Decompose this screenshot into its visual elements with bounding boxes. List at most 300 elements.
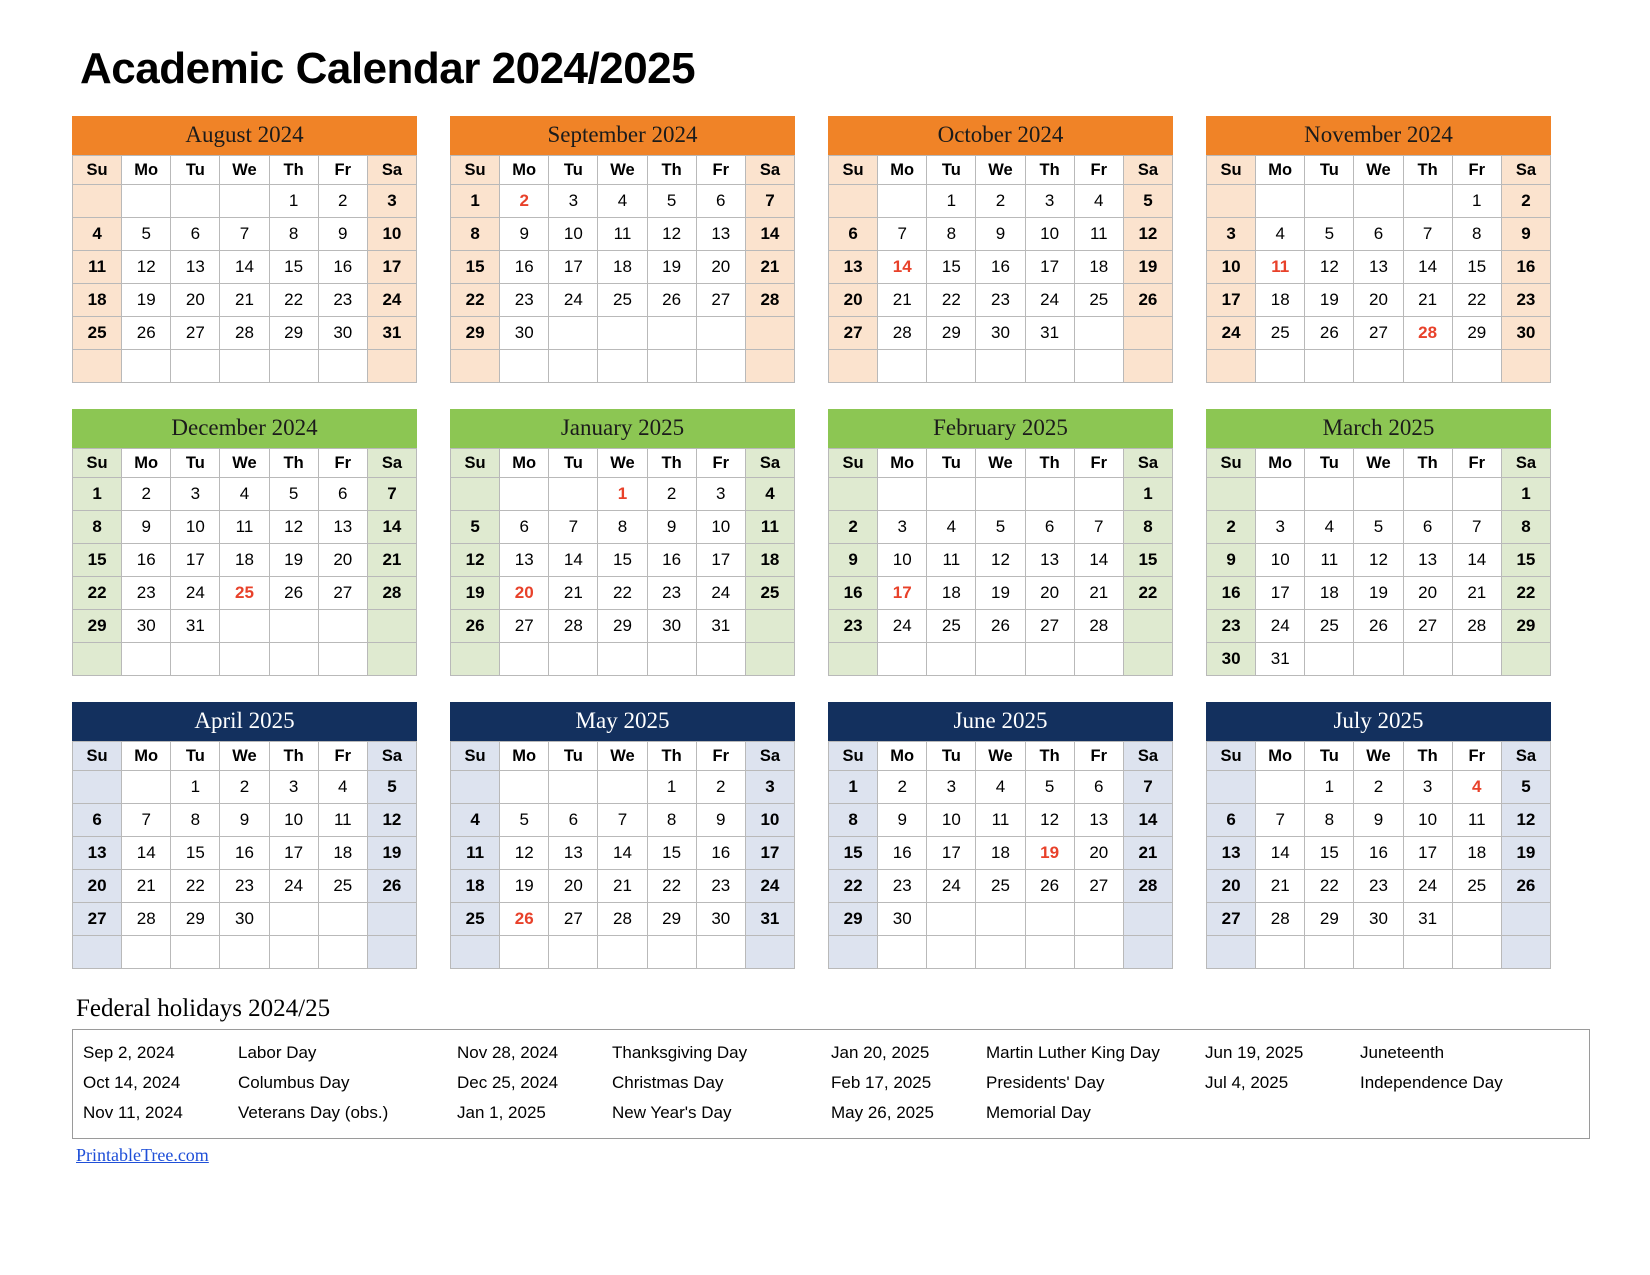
day-cell: 2: [1207, 511, 1256, 544]
weekday-header: Mo: [878, 156, 927, 185]
day-cell: 7: [1256, 804, 1305, 837]
empty-cell: [220, 643, 269, 676]
empty-cell: [927, 350, 976, 383]
empty-cell: [1025, 936, 1074, 969]
printabletree-link[interactable]: PrintableTree.com: [76, 1145, 209, 1165]
day-cell: 20: [1025, 577, 1074, 610]
day-cell: 6: [1354, 218, 1403, 251]
month-table: [1206, 155, 1551, 383]
month-block: [450, 702, 795, 969]
day-cell: 12: [976, 544, 1025, 577]
day-cell: 30: [1501, 317, 1550, 350]
weekday-header: We: [220, 742, 269, 771]
weekday-header: Th: [1025, 742, 1074, 771]
empty-cell: [1074, 350, 1123, 383]
day-cell: 18: [1256, 284, 1305, 317]
day-cell: 24: [1256, 610, 1305, 643]
day-cell: 2: [122, 478, 171, 511]
day-cell: 7: [1452, 511, 1501, 544]
day-cell: 18: [73, 284, 122, 317]
empty-cell: [1354, 643, 1403, 676]
empty-cell: [1403, 185, 1452, 218]
weekday-header: Th: [269, 449, 318, 478]
day-cell: 28: [598, 903, 647, 936]
day-cell: 25: [318, 870, 367, 903]
weekday-header: Fr: [1074, 742, 1123, 771]
holiday-date: Nov 11, 2024: [83, 1103, 183, 1122]
month-title: June 2025: [828, 702, 1173, 741]
day-cell: 30: [976, 317, 1025, 350]
week-row: [73, 870, 417, 903]
weekday-header: Sa: [1501, 742, 1550, 771]
day-cell: 16: [500, 251, 549, 284]
month-table: [450, 448, 795, 676]
day-cell: 23: [1207, 610, 1256, 643]
day-cell: 15: [1501, 544, 1550, 577]
empty-cell: [976, 903, 1025, 936]
day-cell: 23: [696, 870, 745, 903]
day-cell: 11: [745, 511, 794, 544]
day-cell: 5: [500, 804, 549, 837]
day-cell: 19: [1123, 251, 1172, 284]
weekday-header: Fr: [318, 449, 367, 478]
weekday-header: Th: [1025, 156, 1074, 185]
day-cell: 2: [318, 185, 367, 218]
holiday-row: [831, 1098, 1205, 1128]
holiday-name: Memorial Day: [986, 1103, 1091, 1122]
day-cell: 21: [1403, 284, 1452, 317]
holiday-row: [83, 1068, 457, 1098]
day-cell: 26: [500, 903, 549, 936]
empty-cell: [1452, 350, 1501, 383]
empty-cell: [1074, 643, 1123, 676]
day-cell: 19: [1305, 284, 1354, 317]
day-cell: 13: [171, 251, 220, 284]
empty-cell: [976, 936, 1025, 969]
holiday-date: May 26, 2025: [831, 1103, 935, 1122]
day-cell: 18: [927, 577, 976, 610]
day-cell: 23: [1354, 870, 1403, 903]
week-row: [1207, 643, 1551, 676]
day-cell: 26: [269, 577, 318, 610]
day-cell: 9: [878, 804, 927, 837]
day-cell: 19: [122, 284, 171, 317]
empty-cell: [171, 643, 220, 676]
empty-cell: [73, 771, 122, 804]
holiday-row: [457, 1098, 831, 1128]
day-cell: 18: [220, 544, 269, 577]
weekday-header: We: [1354, 742, 1403, 771]
day-cell: 4: [1452, 771, 1501, 804]
day-cell: 11: [927, 544, 976, 577]
day-cell: 19: [647, 251, 696, 284]
empty-cell: [549, 350, 598, 383]
week-row: [829, 478, 1173, 511]
day-cell: 18: [1305, 577, 1354, 610]
weekday-header: Fr: [1452, 449, 1501, 478]
empty-cell: [500, 643, 549, 676]
day-cell: 30: [122, 610, 171, 643]
week-row: [73, 251, 417, 284]
day-cell: 19: [367, 837, 416, 870]
month-title: July 2025: [1206, 702, 1551, 741]
empty-cell: [976, 350, 1025, 383]
empty-cell: [1452, 936, 1501, 969]
weekday-header: We: [976, 742, 1025, 771]
month-title: November 2024: [1206, 116, 1551, 155]
week-row: [1207, 478, 1551, 511]
day-cell: 23: [318, 284, 367, 317]
week-row: [451, 350, 795, 383]
day-cell: 11: [1305, 544, 1354, 577]
empty-cell: [122, 185, 171, 218]
week-row: [73, 350, 417, 383]
empty-cell: [451, 771, 500, 804]
day-cell: 24: [549, 284, 598, 317]
day-cell: 1: [1501, 478, 1550, 511]
day-cell: 6: [500, 511, 549, 544]
day-cell: 27: [1025, 610, 1074, 643]
empty-cell: [73, 185, 122, 218]
day-cell: 17: [367, 251, 416, 284]
day-cell: 22: [1501, 577, 1550, 610]
day-cell: 2: [878, 771, 927, 804]
day-cell: 11: [598, 218, 647, 251]
empty-cell: [122, 643, 171, 676]
day-cell: 1: [73, 478, 122, 511]
empty-cell: [878, 478, 927, 511]
empty-cell: [878, 936, 927, 969]
day-cell: 8: [647, 804, 696, 837]
day-cell: 6: [171, 218, 220, 251]
empty-cell: [647, 643, 696, 676]
day-cell: 21: [549, 577, 598, 610]
weekday-header: Th: [1403, 449, 1452, 478]
month-block: [1206, 702, 1551, 969]
day-cell: 15: [269, 251, 318, 284]
day-cell: 16: [318, 251, 367, 284]
day-cell: 18: [745, 544, 794, 577]
day-cell: 3: [696, 478, 745, 511]
weekday-header: Mo: [122, 156, 171, 185]
day-cell: 26: [367, 870, 416, 903]
week-row: [829, 643, 1173, 676]
week-row: [451, 284, 795, 317]
day-cell: 3: [549, 185, 598, 218]
day-cell: 4: [927, 511, 976, 544]
day-cell: 17: [171, 544, 220, 577]
empty-cell: [1207, 936, 1256, 969]
federal-holidays-section: [72, 995, 1590, 1166]
day-cell: 25: [73, 317, 122, 350]
day-cell: 29: [171, 903, 220, 936]
day-cell: 24: [878, 610, 927, 643]
day-cell: 5: [1501, 771, 1550, 804]
empty-cell: [269, 643, 318, 676]
day-cell: 27: [73, 903, 122, 936]
day-cell: 21: [1256, 870, 1305, 903]
month-title: March 2025: [1206, 409, 1551, 448]
empty-cell: [829, 478, 878, 511]
day-cell: 13: [1207, 837, 1256, 870]
weekday-header: Tu: [549, 742, 598, 771]
weekday-header: Tu: [171, 449, 220, 478]
empty-cell: [122, 936, 171, 969]
weekday-header: Su: [829, 449, 878, 478]
week-row: [73, 643, 417, 676]
empty-cell: [1501, 643, 1550, 676]
day-cell: 19: [451, 577, 500, 610]
empty-cell: [598, 643, 647, 676]
weekday-header: Th: [647, 742, 696, 771]
empty-cell: [1452, 643, 1501, 676]
day-cell: 15: [73, 544, 122, 577]
month-table: [72, 741, 417, 969]
empty-cell: [1305, 478, 1354, 511]
month-block: [828, 116, 1173, 383]
day-cell: 12: [1123, 218, 1172, 251]
empty-cell: [1025, 903, 1074, 936]
week-row: [829, 870, 1173, 903]
week-row: [829, 610, 1173, 643]
day-cell: 4: [1074, 185, 1123, 218]
week-row: [73, 478, 417, 511]
day-cell: 9: [976, 218, 1025, 251]
day-cell: 10: [1403, 804, 1452, 837]
day-cell: 13: [1354, 251, 1403, 284]
day-cell: 7: [367, 478, 416, 511]
day-cell: 6: [1025, 511, 1074, 544]
empty-cell: [598, 317, 647, 350]
weekday-header: Tu: [549, 156, 598, 185]
day-cell: 29: [598, 610, 647, 643]
day-cell: 5: [647, 185, 696, 218]
day-cell: 18: [318, 837, 367, 870]
day-cell: 22: [451, 284, 500, 317]
empty-cell: [549, 478, 598, 511]
day-cell: 14: [1403, 251, 1452, 284]
day-cell: 8: [171, 804, 220, 837]
day-cell: 7: [122, 804, 171, 837]
day-cell: 31: [1025, 317, 1074, 350]
empty-cell: [647, 350, 696, 383]
day-cell: 13: [1403, 544, 1452, 577]
day-cell: 15: [598, 544, 647, 577]
week-row: [451, 478, 795, 511]
empty-cell: [1305, 350, 1354, 383]
empty-cell: [1256, 936, 1305, 969]
empty-cell: [269, 610, 318, 643]
empty-cell: [1256, 478, 1305, 511]
day-cell: 19: [500, 870, 549, 903]
day-cell: 15: [451, 251, 500, 284]
day-cell: 12: [367, 804, 416, 837]
week-row: [829, 317, 1173, 350]
day-cell: 14: [122, 837, 171, 870]
empty-cell: [976, 478, 1025, 511]
weekday-header: We: [598, 156, 647, 185]
day-cell: 15: [647, 837, 696, 870]
weekday-header: We: [220, 449, 269, 478]
day-cell: 3: [1403, 771, 1452, 804]
empty-cell: [927, 478, 976, 511]
months-grid: [72, 116, 1590, 969]
holiday-row: [457, 1038, 831, 1068]
day-cell: 1: [269, 185, 318, 218]
day-cell: 3: [745, 771, 794, 804]
day-cell: 3: [269, 771, 318, 804]
day-cell: 2: [829, 511, 878, 544]
day-cell: 3: [927, 771, 976, 804]
day-cell: 29: [451, 317, 500, 350]
empty-cell: [367, 610, 416, 643]
day-cell: 3: [1256, 511, 1305, 544]
weekday-header: We: [598, 449, 647, 478]
day-cell: 18: [451, 870, 500, 903]
day-cell: 5: [451, 511, 500, 544]
day-cell: 6: [1207, 804, 1256, 837]
holiday-row: [1205, 1038, 1579, 1068]
day-cell: 16: [1354, 837, 1403, 870]
day-cell: 10: [549, 218, 598, 251]
day-cell: 30: [220, 903, 269, 936]
day-cell: 5: [122, 218, 171, 251]
day-cell: 14: [367, 511, 416, 544]
day-cell: 9: [1501, 218, 1550, 251]
day-cell: 4: [598, 185, 647, 218]
empty-cell: [73, 643, 122, 676]
day-cell: 1: [1123, 478, 1172, 511]
day-cell: 17: [1256, 577, 1305, 610]
month-title: September 2024: [450, 116, 795, 155]
empty-cell: [367, 643, 416, 676]
day-cell: 28: [1452, 610, 1501, 643]
weekday-header: We: [598, 742, 647, 771]
weekday-header: Mo: [500, 742, 549, 771]
day-cell: 20: [1207, 870, 1256, 903]
day-cell: 22: [269, 284, 318, 317]
day-cell: 1: [829, 771, 878, 804]
holiday-column: [831, 1038, 1205, 1128]
empty-cell: [696, 936, 745, 969]
day-cell: 31: [367, 317, 416, 350]
empty-cell: [171, 350, 220, 383]
day-cell: 8: [1123, 511, 1172, 544]
day-cell: 28: [878, 317, 927, 350]
day-cell: 23: [647, 577, 696, 610]
empty-cell: [220, 350, 269, 383]
day-cell: 21: [1452, 577, 1501, 610]
week-row: [829, 936, 1173, 969]
week-row: [451, 218, 795, 251]
week-row: [1207, 350, 1551, 383]
week-row: [829, 185, 1173, 218]
holiday-row: [83, 1098, 457, 1128]
month-block: [72, 702, 417, 969]
weekday-header: We: [1354, 449, 1403, 478]
day-cell: 20: [1074, 837, 1123, 870]
day-cell: 29: [269, 317, 318, 350]
day-cell: 17: [1403, 837, 1452, 870]
month-title: January 2025: [450, 409, 795, 448]
day-cell: 10: [367, 218, 416, 251]
day-cell: 25: [1452, 870, 1501, 903]
week-row: [829, 350, 1173, 383]
day-cell: 14: [878, 251, 927, 284]
day-cell: 5: [269, 478, 318, 511]
empty-cell: [1452, 903, 1501, 936]
day-cell: 20: [1403, 577, 1452, 610]
day-cell: 27: [1074, 870, 1123, 903]
week-row: [1207, 771, 1551, 804]
day-cell: 9: [500, 218, 549, 251]
day-cell: 21: [878, 284, 927, 317]
day-cell: 27: [1207, 903, 1256, 936]
empty-cell: [1074, 478, 1123, 511]
weekday-header: Mo: [122, 449, 171, 478]
day-cell: 26: [1123, 284, 1172, 317]
empty-cell: [1123, 610, 1172, 643]
day-cell: 21: [367, 544, 416, 577]
day-cell: 25: [220, 577, 269, 610]
holiday-name: Martin Luther King Day: [986, 1043, 1160, 1062]
day-cell: 28: [549, 610, 598, 643]
weekday-header: Sa: [1123, 742, 1172, 771]
empty-cell: [878, 185, 927, 218]
day-cell: 16: [122, 544, 171, 577]
weekday-header: Tu: [549, 449, 598, 478]
empty-cell: [1501, 350, 1550, 383]
weekday-header: Th: [1403, 742, 1452, 771]
holiday-name: Independence Day: [1360, 1073, 1503, 1092]
day-cell: 19: [1354, 577, 1403, 610]
empty-cell: [1256, 350, 1305, 383]
day-cell: 25: [1305, 610, 1354, 643]
empty-cell: [1354, 185, 1403, 218]
week-row: [1207, 511, 1551, 544]
day-cell: 12: [122, 251, 171, 284]
week-row: [451, 544, 795, 577]
month-table: [72, 155, 417, 383]
week-row: [829, 511, 1173, 544]
empty-cell: [927, 936, 976, 969]
holiday-name: Columbus Day: [238, 1073, 350, 1092]
week-row: [451, 317, 795, 350]
day-cell: 6: [73, 804, 122, 837]
day-cell: 9: [1354, 804, 1403, 837]
day-cell: 11: [1256, 251, 1305, 284]
day-cell: 6: [829, 218, 878, 251]
empty-cell: [696, 643, 745, 676]
day-cell: 13: [73, 837, 122, 870]
weekday-header: Fr: [1452, 156, 1501, 185]
week-row: [73, 511, 417, 544]
day-cell: 21: [122, 870, 171, 903]
day-cell: 24: [1025, 284, 1074, 317]
day-cell: 20: [73, 870, 122, 903]
day-cell: 7: [598, 804, 647, 837]
holidays-heading: Federal holidays 2024/25: [76, 995, 331, 1022]
day-cell: 29: [829, 903, 878, 936]
day-cell: 24: [745, 870, 794, 903]
day-cell: 29: [927, 317, 976, 350]
day-cell: 12: [1354, 544, 1403, 577]
day-cell: 6: [318, 478, 367, 511]
day-cell: 18: [1074, 251, 1123, 284]
week-row: [1207, 544, 1551, 577]
day-cell: 14: [1256, 837, 1305, 870]
day-cell: 29: [1501, 610, 1550, 643]
